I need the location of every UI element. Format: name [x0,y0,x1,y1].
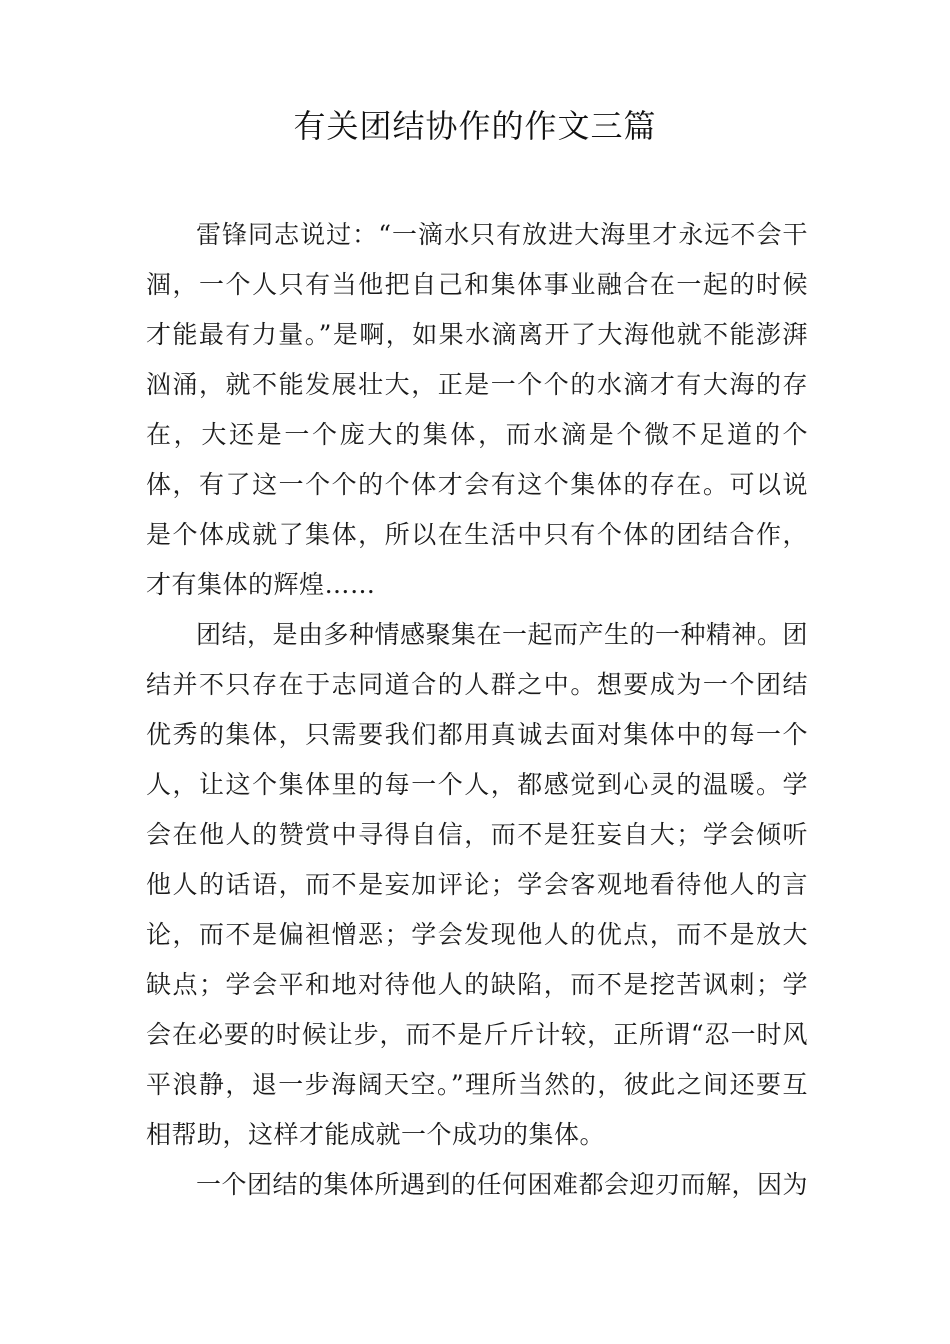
document-title: 有关团结协作的作文三篇 [293,107,657,145]
document-body [146,210,808,1210]
paragraph-3: 一个团结的集体所遇到的任何困难都会迎刃而解，因为 [196,1170,809,1199]
paragraph-1: 雷锋同志说过：“一滴水只有放进大海里才永远不会干涸，一个人只有当他把自己和集体事业融合在一起的时候才能最有力量。”是啊，如果水滴离开了大海他就不能澎湃汹涌，就不能发展壮大，正是一个个的水滴才有大海的存在，大还是一个庞大的集体，而水滴是个微不足道的个体，有了这一个个的个体才会有这个集体的存在。可以说是个体成就了集体，所以在生活中只有个体的团结合作，才有集体的辉煌…… [146,220,808,599]
paragraph-2: 团结，是由多种情感聚集在一起而产生的一种精神。团结并不只存在于志同道合的人群之中。想要成为一个团结优秀的集体，只需要我们都用真诚去面对集体中的每一个人，让这个集体里的每一个人，都感觉到心灵的温暖。学会在他人的赞赏中寻得自信，而不是狂妄自大；学会倾听他人的话语，而不是妄加评论；学会客观地看待他人的言论，而不是偏袒憎恶；学会发现他人的优点，而不是放大缺点；学会平和地对待他人的缺陷，而不是挖苦讽刺；学会在必要的时候让步，而不是斤斤计较，正所谓“忍一时风平浪静，退一步海阔天空。”理所当然的，彼此之间还要互相帮助，这样才能成就一个成功的集体。 [146,620,809,1149]
